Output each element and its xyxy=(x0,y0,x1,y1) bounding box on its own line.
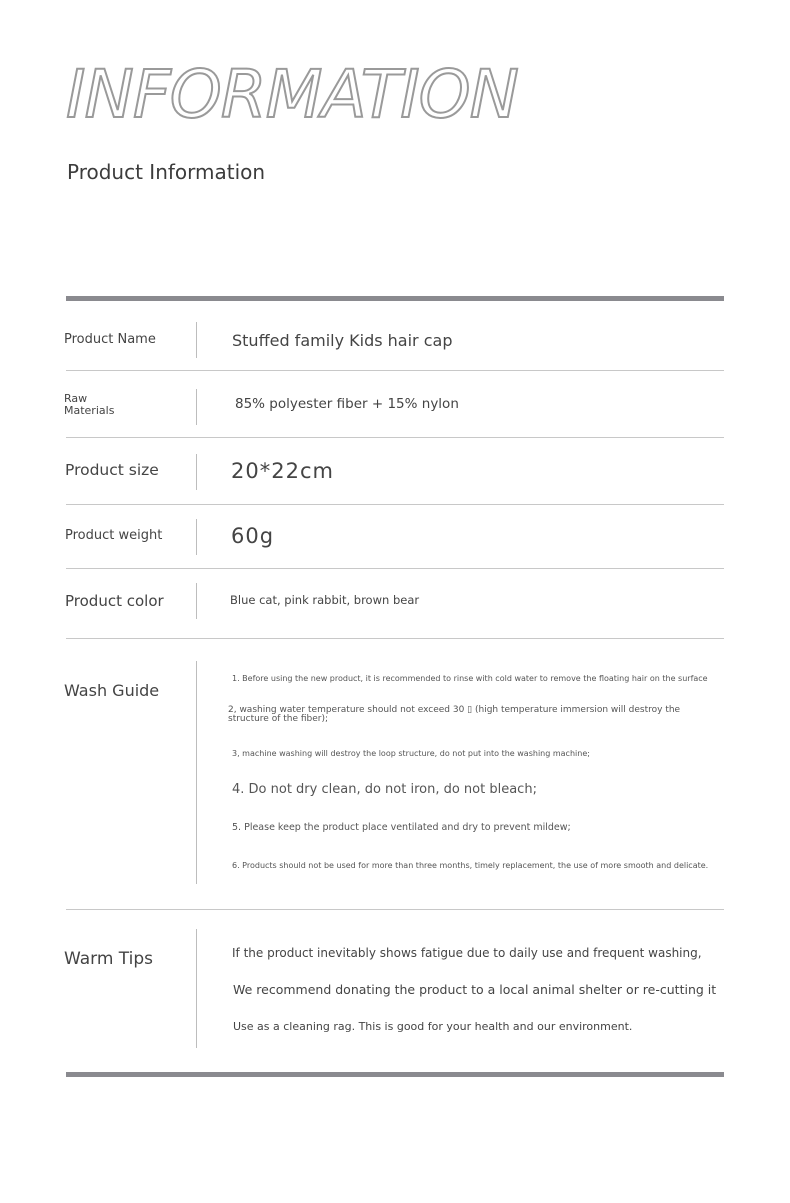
raw-materials-label-line1: Raw xyxy=(64,392,88,405)
product-weight-value: 60g xyxy=(231,524,275,548)
wash-guide-item: 1. Before using the new product, it is recommended to rinse with cold water to remove the floating hair on the surface xyxy=(232,674,708,683)
warm-tips-line: We recommend donating the product to a local animal shelter or re-cutting it xyxy=(233,982,717,997)
warm-tips-line: Use as a cleaning rag. This is good for your health and our environment. xyxy=(233,1020,633,1033)
wash-guide-item: 3, machine washing will destroy the loop structure, do not put into the washing machine; xyxy=(232,749,590,758)
table-bottom-rule xyxy=(66,1072,724,1077)
warm-tips-line: If the product inevitably shows fatigue due to daily use and frequent washing, xyxy=(232,946,702,960)
product-size-value: 20*22cm xyxy=(231,459,334,483)
product-name-label: Product Name xyxy=(64,332,156,347)
row-divider xyxy=(196,322,197,358)
wash-guide-item: 5. Please keep the product place ventilated and dry to prevent mildew; xyxy=(232,822,571,833)
row-divider xyxy=(196,389,197,425)
row-divider xyxy=(196,929,197,1048)
product-information-subtitle: Product Information xyxy=(67,160,266,184)
row-separator xyxy=(66,504,724,505)
row-separator xyxy=(66,437,724,438)
product-color-label: Product color xyxy=(65,592,164,610)
table-top-rule xyxy=(66,296,724,301)
wash-guide-item: 6. Products should not be used for more than three months, timely replacement, the use of more smooth and delicate. xyxy=(232,861,709,870)
row-separator xyxy=(66,370,724,371)
product-size-label: Product size xyxy=(65,461,159,479)
row-divider xyxy=(196,583,197,619)
row-divider xyxy=(196,454,197,490)
information-heading: INFORMATION xyxy=(66,56,518,133)
warm-tips-label: Warm Tips xyxy=(64,949,154,969)
raw-materials-value: 85% polyester fiber + 15% nylon xyxy=(235,396,459,412)
raw-materials-label-line2: Materials xyxy=(64,404,115,417)
row-divider xyxy=(196,661,197,884)
product-weight-label: Product weight xyxy=(65,528,163,543)
product-color-value: Blue cat, pink rabbit, brown bear xyxy=(230,593,420,607)
row-separator xyxy=(66,909,724,910)
product-name-value: Stuffed family Kids hair cap xyxy=(232,331,453,350)
wash-guide-item: 2, washing water temperature should not exceed 30 ▯ (high temperature immersion will destroy the structure of the fiber); xyxy=(228,705,681,725)
raw-materials-label xyxy=(64,393,114,417)
row-divider xyxy=(196,519,197,555)
row-separator xyxy=(66,568,724,569)
wash-guide-item: 4. Do not dry clean, do not iron, do not bleach; xyxy=(232,782,537,797)
row-separator xyxy=(66,638,724,639)
wash-guide-label: Wash Guide xyxy=(64,681,160,700)
